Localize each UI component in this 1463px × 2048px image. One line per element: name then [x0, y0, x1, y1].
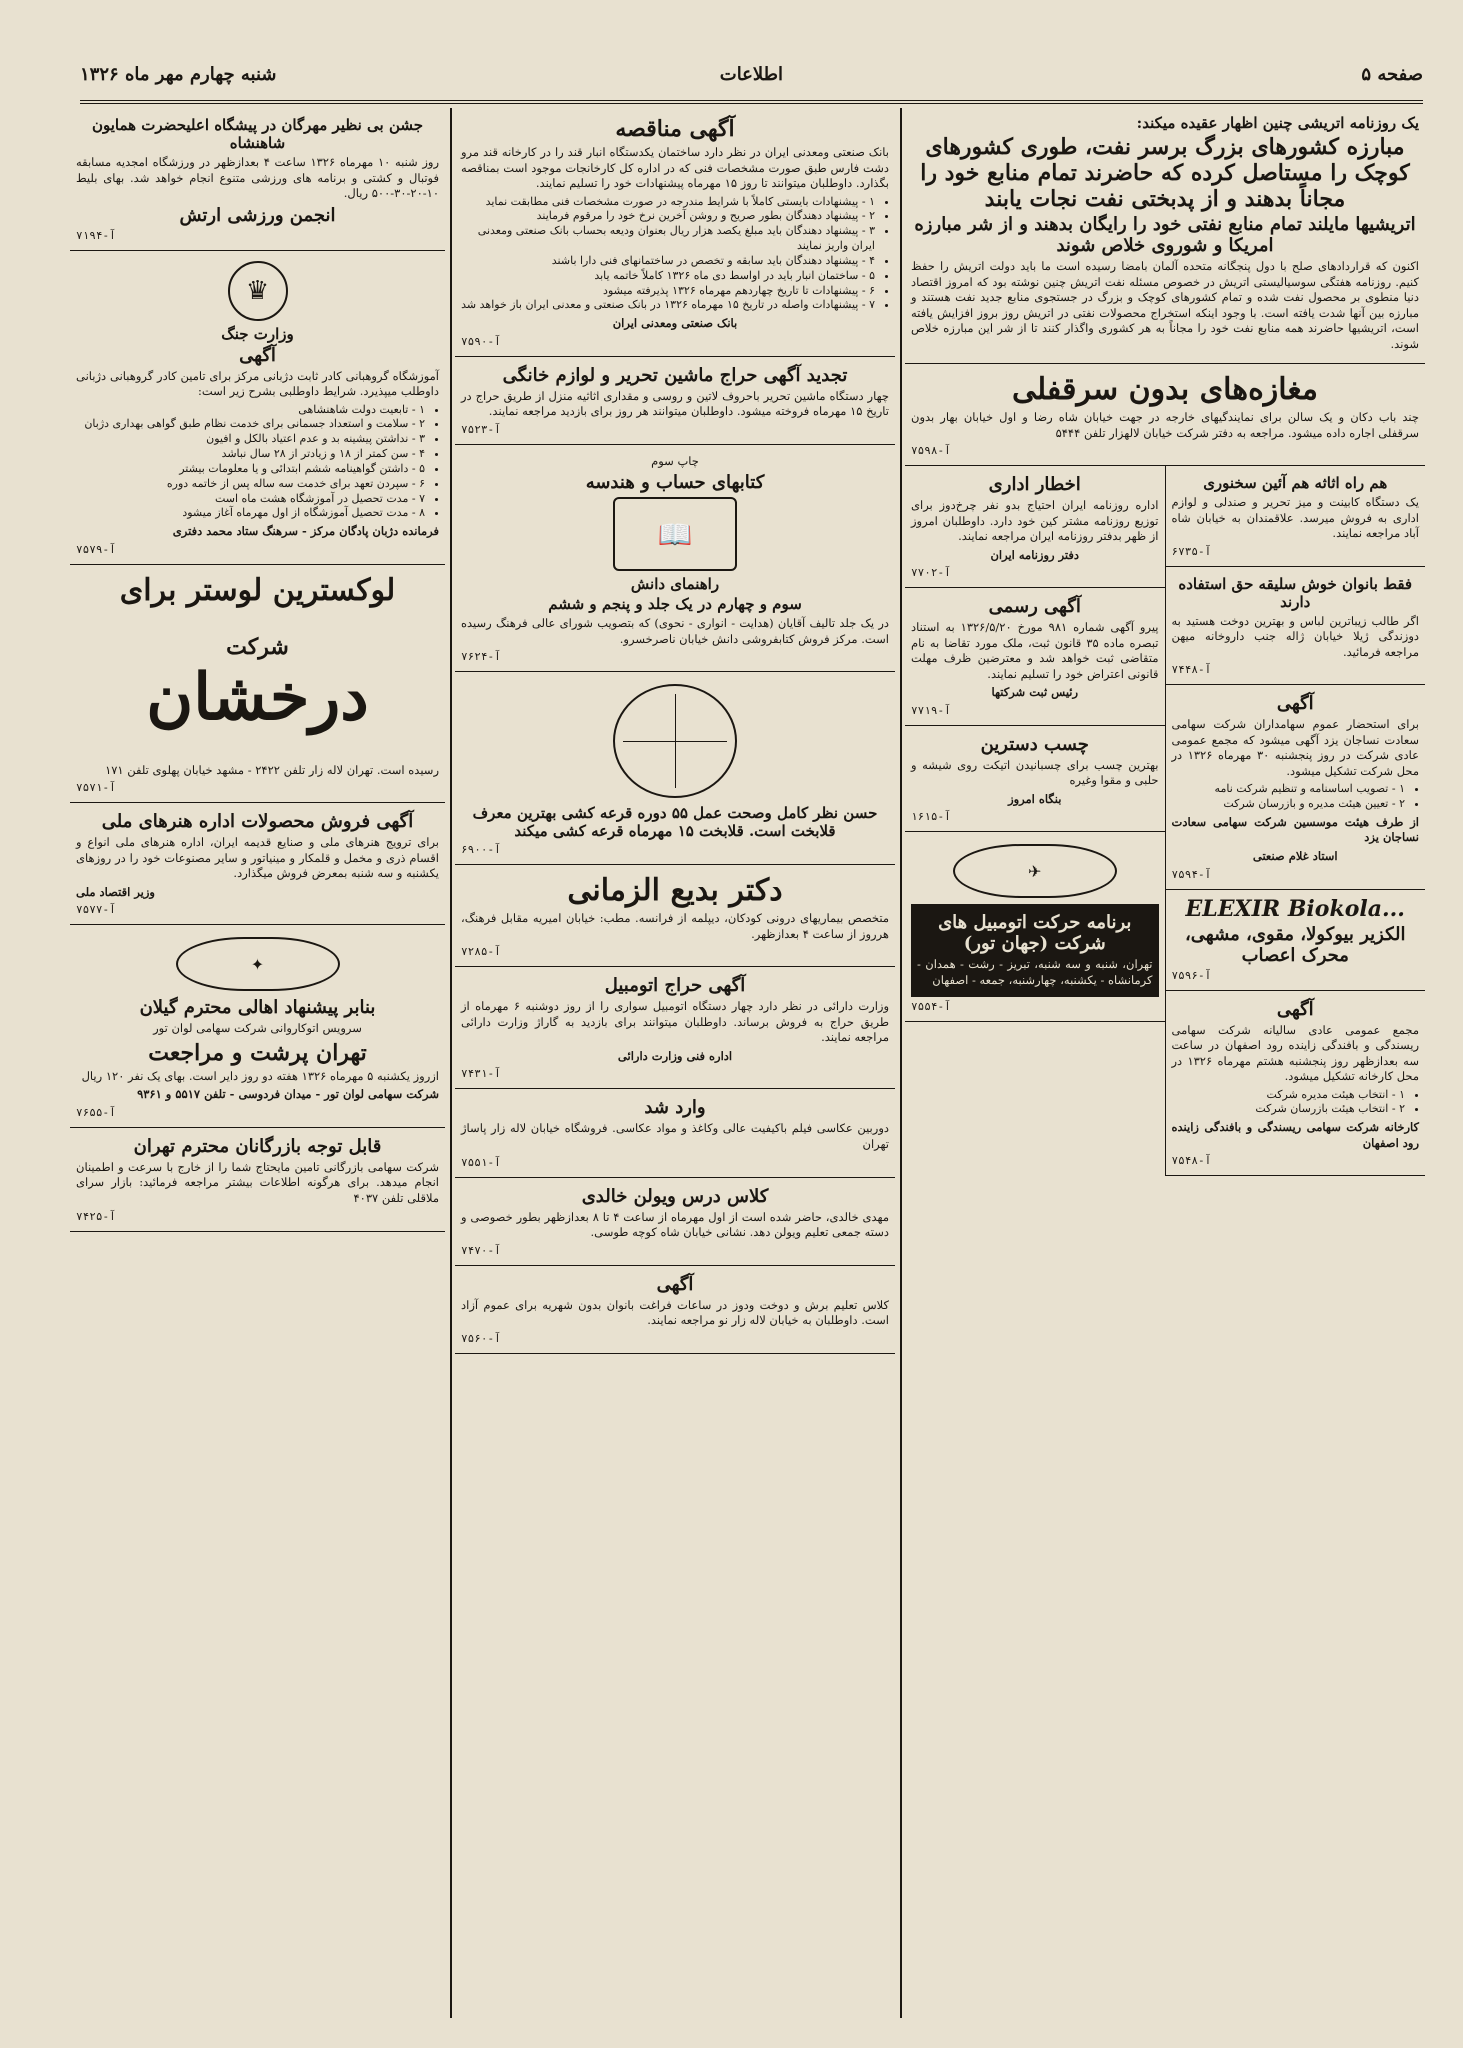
- warning-sign: دفتر روزنامه ایران: [990, 547, 1079, 562]
- notice2-text: مجمع عمومی عادی سالیانه شرکت سهامی ریسندگی و بافندگی زاینده رود اصفهان در ساعت سه بعدازظهر روز پنجشنبه هشتم مهرماه ۱۳۲۶ در محل کارخانه تشکیل میشود.: [1171, 1022, 1419, 1084]
- lux-text: رسیده است. تهران لاله زار تلفن ۲۴۲۲ - مشهد خیابان پهلوی تلفن ۱۷۱: [105, 762, 439, 777]
- women-ad: [1166, 567, 1426, 686]
- list-item: • ۲ - تعیین هیئت مدیره و بازرسان شرکت: [1172, 797, 1406, 812]
- crafts-ad: [70, 803, 445, 925]
- masthead: [80, 58, 1423, 104]
- gilan-title: بنابر پیشنهاد اهالی محترم گیلان: [139, 997, 376, 1019]
- lottery-text: حسن نظر کامل وصحت عمل ۵۵ دوره قرعه کشی بهترین معرف قلابخت است. قلابخت ۱۵ مهرماه قرعه کشی میکند: [472, 804, 878, 841]
- notice-name: استاد غلام صنعتی: [1252, 849, 1338, 863]
- doctor-text: متخصص بیماریهای درونی کودکان، دیپلمه از فرانسه. مطب: خیابان امیریه مقابل فرهنگ، هرروز از ساعت ۴ بعدازظهر.: [461, 911, 889, 941]
- notice-sign: از طرف هیئت موسسین شرکت سهامی سعادت نساجان یزد: [1171, 814, 1419, 845]
- violin-class-ad: [455, 1178, 895, 1266]
- headline-kicker: یک روزنامه اتریشی چنین اظهار عقیده میکند:: [1136, 114, 1419, 132]
- craft-sign: وزیر اقتصاد ملی: [76, 884, 155, 899]
- winged-globe-icon: ✈: [953, 844, 1117, 898]
- lux-company-prefix: شرکت: [226, 634, 289, 661]
- car-auction-ad: [455, 967, 895, 1089]
- list-item: • ۸ - مدت تحصیل آموزشگاه از اول مهرماه آغاز میشود: [76, 506, 425, 521]
- notice-list: [1172, 782, 1420, 812]
- war-sign: فرمانده دژبان پادگان مرکز - سرهنگ ستاد محمد دفتری: [172, 524, 439, 539]
- arrived-ad: [455, 1089, 895, 1177]
- tender-list: [461, 195, 889, 314]
- gilan-text: ازروز یکشنبه ۵ مهرماه ۱۳۲۶ هفته دو روز دایر است. بهای یک نفر ۱۲۰ ریال: [81, 1068, 439, 1083]
- bus-title: برنامه حرکت اتومبیل های شرکت (جهان تور): [938, 912, 1132, 955]
- shop-ad: [905, 364, 1425, 466]
- ad-code: آ-۷۵۷۱: [76, 781, 116, 795]
- lead-article: [905, 108, 1425, 364]
- ad-code: آ-۷۴۴۸: [1171, 663, 1212, 677]
- headline-main: مبارزه کشورهای بزرگ برسر نفت، طوری کشورهای کوچک را مستاصل کرده که حاضرند تمام منابع خود را مجاناً بدهند و از پدبختی نفت نجات یابند: [920, 134, 1410, 212]
- doctor-ad: [455, 865, 895, 967]
- headline-sub: اتریشیها مایلند تمام منابع نفتی خود را رایگان بدهند و از شر مبارزه امریکا و شوروی خلاص شوند: [914, 214, 1416, 256]
- elexir-latin: ELEXIR Biokola...: [1185, 895, 1405, 922]
- doctor-title: دکتر بدیع الزمانی: [567, 873, 783, 909]
- notice-ad: [1166, 685, 1426, 889]
- car-sign: اداره فنی وزارت دارائی: [617, 1048, 733, 1063]
- gilan-route: تهران پرشت و مراجعت: [148, 1039, 367, 1066]
- ad-code: آ-۷۵۷۷: [76, 903, 116, 917]
- cabinet-text: یک دستگاه کابینت و میز تحریر و صندلی و لوازم اداری به فروش میرسد. علاقمندان به خیابان شاه آباد مراجعه نمایند.: [1171, 495, 1419, 541]
- crown-emblem-icon: ♛: [228, 261, 288, 321]
- ad-code: آ-۷۷۰۲: [911, 566, 951, 580]
- ad-code: آ-۷۵۹۸: [911, 444, 951, 458]
- tender-title: آگهی مناقصه: [615, 116, 735, 142]
- gilan-phone: شرکت سهامی لوان تور - میدان فردوسی - تلفن ۵۵۱۷ و ۹۳۶۱: [137, 1087, 439, 1102]
- tender-ad: [455, 108, 895, 357]
- ad-code: آ-۷۵۲۳: [461, 422, 501, 436]
- war-list: [76, 403, 439, 522]
- cabinet-ad: [1166, 466, 1426, 567]
- glue-ad: [905, 726, 1165, 833]
- war-ministry: وزارت جنگ: [221, 324, 294, 343]
- elexir-ad: [1166, 890, 1426, 991]
- column-middle: [455, 108, 895, 2018]
- gilan-company: سرویس اتوکاروانی شرکت سهامی لوان تور: [153, 1021, 362, 1036]
- car-text: وزارت دارائی در نظر دارد چهار دستگاه اتومبیل سواری را از روز دوشنبه ۶ مهرماه از طریق حراج به فروش برساند. داوطلبان میتوانند برای بازدید به گاراژ وزارت دارائی مراجعه نمایند.: [461, 999, 889, 1045]
- bazaar-text: شرکت سهامی بازرگانی تامین مایحتاج شما را از خارج با سرعت و اطمینان انجام میدهد. برای هرگونه اطلاعات بیشتر مراجعه فرمائید: بازار سرای ملاقلی تلفن ۴۰۳۷: [76, 1159, 439, 1205]
- craft-text: برای ترویج هنرهای ملی و صنایع قدیمه ایران، اداره هنرهای ملی انواع و اقسام ذری و مخمل و قلمکار و مینیاتور و سایر مصنوعات خود را در روزهای یکشنبه و سه شنبه بمعرض فروش میگذارد.: [76, 835, 439, 881]
- book-text: در یک جلد تالیف آقایان (هدایت - انواری - نحوی) که بتصویب شورای عالی فرهنگ رسیده است. مرکز فروش کتابفروشی دانش خیابان ناصرخسرو.: [461, 616, 889, 646]
- warning-ad: [905, 466, 1165, 588]
- arrived-title: وارد شد: [644, 1097, 706, 1119]
- elexir-title: الکزیر بیوکولا، مقوی، مشهی، محرک اعصاب: [1184, 923, 1406, 966]
- notice-title: آگهی: [1276, 693, 1314, 715]
- column-left: [70, 108, 445, 2018]
- official-text: پیرو آگهی شماره ۹۸۱ مورخ ۱۳۲۶/۵/۲۰ به استناد تبصره ماده ۳۵ قانون ثبت، ملک مورد تقاضا به نام متقاضی ثبت خواهد شد و معترضین ظرف مهلت قانونی اعتراض خود را تسلیم نمایند.: [911, 620, 1159, 681]
- war-ministry-ad: [70, 251, 445, 565]
- ad-code: آ-۷۴۲۵: [76, 1209, 116, 1223]
- ad-code: آ-۷۵۹۶: [1171, 968, 1212, 982]
- column-rule: [900, 108, 902, 2018]
- list-item: • ۵ - ساختمان انبار باید در اواسط دی ماه ۱۳۲۶ کاملاً خاتمه یابد: [461, 269, 875, 284]
- ad-code: آ-۶۹۰۰: [461, 843, 501, 857]
- official-ad: [905, 588, 1165, 726]
- list-item: • ۱ - تابعیت دولت شاهنشاهی: [76, 403, 425, 418]
- ad-code: آ-۶۷۳۵: [1171, 544, 1212, 558]
- book-ad: [455, 445, 895, 673]
- warning-title: اخطار اداری: [988, 474, 1081, 496]
- ad-code: آ-۷۵۹۴: [1171, 867, 1212, 881]
- article-body: اکنون که قراردادهای صلح با دول پنجگانه متحده آلمان بامضا رسیده است ما باید دولت اتریش را حفظ کنیم. روزنامه هفتگی سوسیالیستی اتریش در خصوص مسئله نفت اتریش چنین نوشته بود که امروز اقتصاد دنیا منطوی بر محصول نفت شده و تمام کشورهای کوچک و بزرگ در جستجوی منابع جدید نفت هستند و مبارزه بین آنها شدت یافته است. با وجود اینکه استخراج محصولات نفتی در اتریش روز بروز افزایش یافته است، اتریشیها حاضرند همه منابع نفت خود را مجاناً به هر کشوری واگذار کنند تا از شر این مبارزه خلاص شوند.: [911, 259, 1419, 351]
- ad-code: آ-۷۴۷۰: [461, 1243, 501, 1257]
- list-item: • ۶ - پیشنهادات تا تاریخ چهاردهم مهرماه ۱۳۲۶ پذیرفته میشود: [461, 284, 875, 299]
- glue-text: بهترین چسب برای چسبانیدن اتیکت روی شیشه و حلبی و مقوا وغیره: [911, 757, 1159, 788]
- fest-text: روز شنبه ۱۰ مهرماه ۱۳۲۶ ساعت ۴ بعدازظهر در ورزشگاه امجدیه مسابقه فوتبال و کشتی و برنامه های ورزشی متنوع انجام خواهد شد. بهای بلیط ۱۰-۲۰-۳۰-۵۰۰ ریال.: [76, 155, 439, 201]
- lux-title: لوکسترین لوستر برای: [119, 572, 396, 608]
- bazaar-title: قابل توجه بازرگانان محترم تهران: [133, 1135, 382, 1157]
- list-item: • ۷ - پیشنهادات واصله در تاریخ ۱۵ مهرماه ۱۳۲۶ در بانک صنعتی و معدنی ایران باز خواهد شد: [461, 298, 875, 313]
- festival-ad: [70, 108, 445, 251]
- lottery-ad: [455, 672, 895, 865]
- class-title: کلاس درس ویولن خالدی: [581, 1185, 769, 1207]
- column-right: [905, 108, 1425, 2018]
- list-item: • ۱ - انتخاب هیئت مدیره شرکت: [1172, 1088, 1406, 1103]
- sewing-ad: [455, 1266, 895, 1354]
- book-subtitle: راهنمای دانش: [630, 575, 720, 594]
- notice2-ad: [1166, 991, 1426, 1177]
- cabinet-title: هم راه اثاثه هم آئین سخنوری: [1203, 474, 1388, 493]
- open-book-icon: 📖: [613, 497, 737, 571]
- war-title: آگهی: [239, 344, 276, 366]
- gilan-ad: [70, 925, 445, 1128]
- ad-code: آ-۷۶۲۴: [461, 650, 501, 664]
- car-title: آگهی حراج اتومبیل: [604, 975, 746, 997]
- ad-code: آ-۷۵۵۱: [461, 1155, 501, 1169]
- official-title: آگهی رسمی: [988, 596, 1081, 618]
- shop-text: چند باب دکان و یک سالن برای نمایندگیهای خارجه در جهت خیابان شاه رضا و اول خیابان بهار بدون سرقفلی اجاره داده میشود. مراجعه به دفتر شرکت خیابان لالهزار تلفن ۵۴۴۴: [911, 410, 1419, 440]
- right-subcol: [1165, 466, 1426, 1176]
- ad-title: آگهی: [656, 1273, 694, 1295]
- lustre-ad: [70, 565, 445, 804]
- column-rule: [450, 108, 452, 2018]
- globe-icon: [613, 684, 737, 798]
- list-item: • ۱ - تصویب اساسنامه و تنظیم شرکت نامه: [1172, 782, 1406, 797]
- craft-title: آگهی فروش محصولات اداره هنرهای ملی: [101, 811, 414, 833]
- book-edition: چاپ سوم: [651, 453, 699, 468]
- notice2-list: [1172, 1088, 1420, 1118]
- auction-text: چهار دستگاه ماشین تحریر باحروف لاتین و روسی و مقداری اثاثیه منزل از طریق حراج در تاریخ ۱۵ مهرماه فروخته میشود. داوطلبان میتوانند هر روز برای بازدید مراجعه نمایند.: [461, 388, 889, 419]
- ad-code: آ-۷۲۸۵: [461, 945, 501, 959]
- book-grades: سوم و چهارم در یک جلد و پنجم و ششم: [548, 595, 802, 614]
- list-item: • ۲ - سلامت و استعداد جسمانی برای خدمت نظام طبق گواهی بهداری دژبان: [76, 417, 425, 432]
- arrived-text: دوربین عکاسی فیلم باکیفیت عالی وکاغذ و مواد عکاسی. فروشگاه خیابان لاله زار پاساژ تهران: [461, 1121, 889, 1151]
- women-text: اگر طالب زیباترین لباس و بهترین دوخت هستید به دوزندگی ژیلا خیابان ژاله جنب داروخانه میهن مراجعه فرمائید.: [1171, 613, 1419, 659]
- auction-title: تجدید آگهی حراج ماشین تحریر و لوازم خانگی: [502, 364, 848, 386]
- list-item: • ۱ - پیشنهادات بایستی کاملاً با شرایط مندرجه در صورت مشخصات فنی مطابقت نماید: [461, 195, 875, 210]
- list-item: • ۴ - پیشنهاد دهندگان باید سابقه و تخصص در ساختمانهای فنی دارا باشند: [461, 254, 875, 269]
- ad-code: آ-۷۷۱۹: [911, 703, 951, 717]
- ad-code: آ-۷۵۷۹: [76, 542, 116, 556]
- notice-text: برای استحضار عموم سهامداران شرکت سهامی سعادت نساجان یزد آگهی میشود که مجمع عمومی عادی شرکت در روز پنجشنبه ۳۰ مهرماه ۱۳۲۶ در محل شرکت تشکیل میشود.: [1171, 717, 1419, 778]
- list-item: • ۵ - داشتن گواهینامه ششم ابتدائی و یا معلومات بیشتر: [76, 462, 425, 477]
- notice2-title: آگهی: [1276, 998, 1314, 1020]
- paper-name: اطلاعات: [719, 64, 783, 85]
- ad-code: آ-۷۵۴۸: [1171, 1154, 1212, 1168]
- glue-title: چسب دسترین: [980, 733, 1089, 755]
- ad-text: کلاس تعلیم برش و دوخت ودوز در ساعات فراغت بانوان بدون شهریه برای عموم آزاد است. داوطلبان به خیابان لاله زار نو مراجعه نمایند.: [461, 1297, 889, 1328]
- lux-logo: [76, 610, 439, 760]
- women-title: فقط بانوان خوش سلیقه حق استفاده دارند: [1178, 574, 1413, 611]
- fest-sign: انجمن ورزشی ارتش: [179, 204, 336, 226]
- war-text: آموزشگاه گروهبانی کادر ثابت دژبانی مرکز برای تامین کادر گروهبانی دژبانی داوطلب میپذیرد. شرایط داوطلبی بشرح زیر است:: [76, 368, 439, 399]
- fest-title: جشن بی نظیر مهرگان در پیشگاه اعلیحضرت همایون شاهنشاه: [91, 116, 424, 152]
- list-item: • ۳ - پیشنهاد دهندگان باید مبلغ یکصد هزار ریال بعنوان ودیعه بحساب بانک صنعتی ومعدنی ایران واریز نمایند: [461, 224, 875, 254]
- lux-company: درخشان: [146, 660, 369, 736]
- left-subcol: [905, 466, 1165, 1176]
- ad-code: آ-۷۵۶۰: [461, 1331, 501, 1345]
- tender-sign: بانک صنعتی ومعدنی ایران: [612, 316, 738, 331]
- list-item: • ۷ - مدت تحصیل در آموزشگاه هشت ماه است: [76, 492, 425, 507]
- bus-text: تهران، شنبه و سه شنبه، تبریز - رشت - همدان - کرمانشاه - یکشنبه، چهارشنبه، جمعه - اصفهان: [917, 957, 1153, 987]
- auction-ad: [455, 357, 895, 445]
- ad-code: آ-۷۱۹۴: [76, 228, 116, 242]
- page-number: صفحه ۵: [1361, 64, 1423, 85]
- issue-date: شنبه چهارم مهر ماه ۱۳۲۶: [80, 64, 277, 85]
- winged-logo-icon: ✦: [176, 937, 340, 991]
- ad-code: آ-۷۵۹۰: [461, 334, 501, 348]
- list-item: • ۲ - انتخاب هیئت بازرسان شرکت: [1172, 1102, 1406, 1117]
- split-row: [905, 466, 1425, 1176]
- official-sign: رئیس ثبت شرکتها: [991, 685, 1079, 700]
- glue-company: بنگاه امروز: [1008, 791, 1062, 806]
- list-item: • ۲ - پیشنهاد دهندگان بطور صریح و روشن آخرین نرخ خود را مرقوم فرمایند: [461, 209, 875, 224]
- bazaar-ad: [70, 1128, 445, 1232]
- book-title: کتابهای حساب و هندسه: [585, 472, 765, 494]
- warning-text: اداره روزنامه ایران احتیاج بدو نفر چرخ‌دوز برای توزیع روزنامه مشتر کین خود دارد. داوطلبان امروز از ظهر بدفتر روزنامه ایران مراجعه نمایند.: [911, 498, 1159, 544]
- class-text: مهدی خالدی، حاضر شده است از اول مهرماه از ساعت ۴ تا ۸ بعدازظهر بطور خصوصی و دسته جمعی تعلیم ویولن دهد. نشانی خیابان شاه کوچه طوسی.: [461, 1209, 889, 1240]
- jahan-tour-ad: [905, 832, 1165, 1022]
- notice2-sign: کارخانه شرکت سهامی ریسندگی و بافندگی زاینده رود اصفهان: [1171, 1120, 1419, 1150]
- ad-code: آ-۷۶۵۵: [76, 1105, 116, 1119]
- shop-title: مغازه‌های بدون سرقفلی: [1012, 372, 1318, 408]
- ad-code: آ-۷۴۳۱: [461, 1067, 501, 1081]
- ad-code: آ-۱۶۱۵: [911, 810, 951, 824]
- list-item: • ۶ - سپردن تعهد برای خدمت سه ساله پس از خاتمه دوره: [76, 477, 425, 492]
- list-item: • ۴ - سن کمتر از ۱۸ و زیادتر از ۲۸ سال نباشد: [76, 447, 425, 462]
- bus-schedule: [911, 904, 1159, 997]
- tender-text: بانک صنعتی ومعدنی ایران در نظر دارد ساختمان یکدستگاه انبار قند را در کارخانه قند مرو دشت فارس طبق صورت مشخصات فنی که در اداره کل کارخانجات موجود است بمناقصه بگذارد. داوطلبان میتوانند تا روز ۱۵ مهرماه پیشنهادات خود را تسلیم نمایند.: [461, 145, 889, 191]
- list-item: • ۳ - نداشتن پیشینه بد و عدم اعتیاد بالکل و افیون: [76, 432, 425, 447]
- ad-code: آ-۷۵۵۴: [911, 1000, 951, 1014]
